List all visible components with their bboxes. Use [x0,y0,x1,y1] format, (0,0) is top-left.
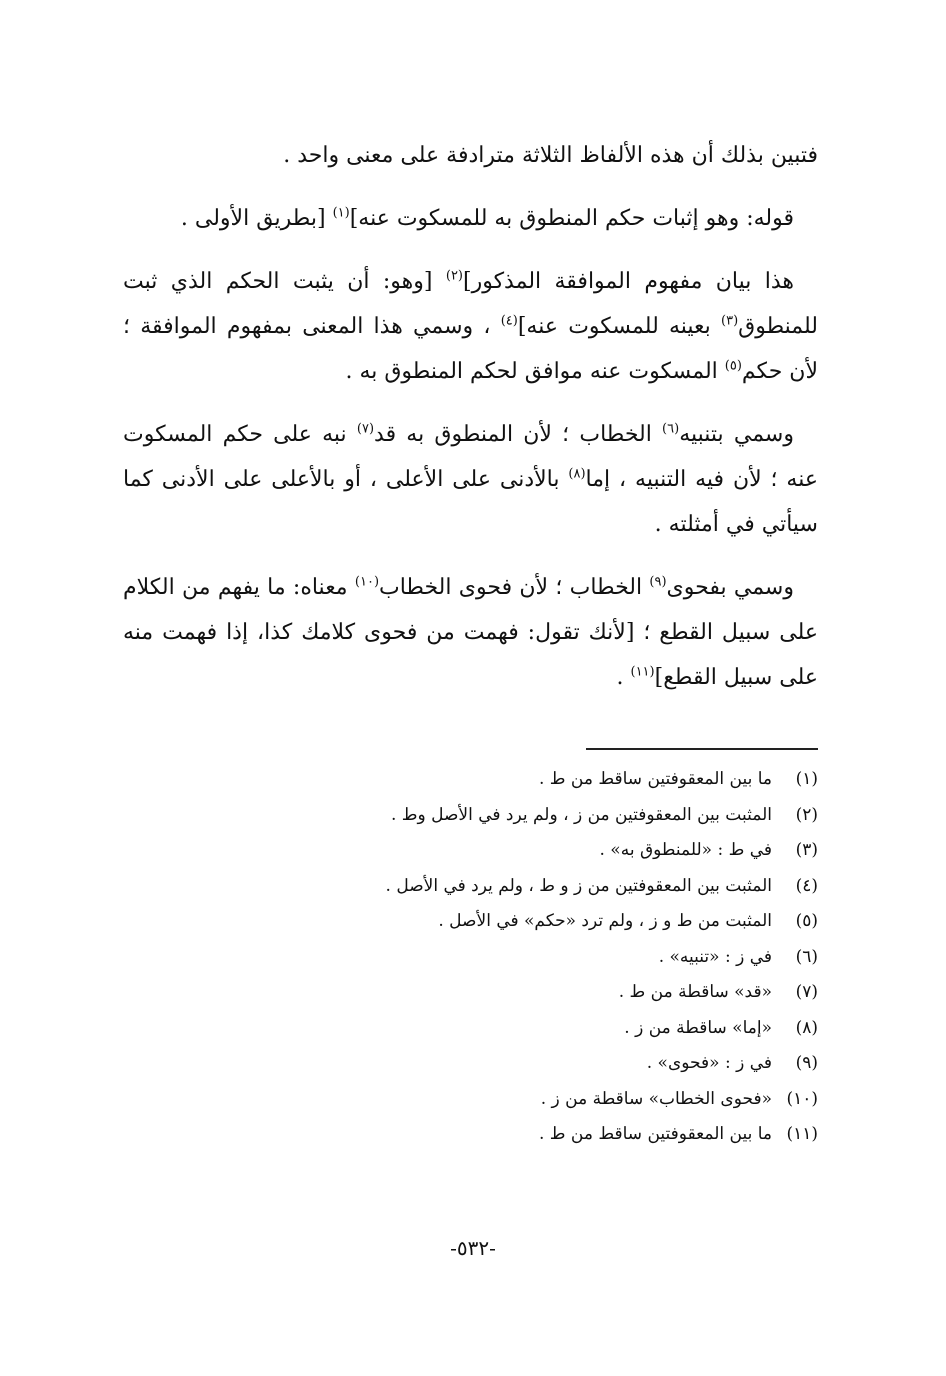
footnote-ref-9[interactable]: (٩) [649,574,667,590]
footnote-divider [586,748,818,750]
paragraph-4-part-d: بالأدنى على الأعلى ، أو بالأعلى على الأدنى كما سيأتي في أمثلته . [123,467,818,537]
footnote-number: (٥) [795,911,818,931]
footnote-7 [123,975,818,1011]
footnote-number: (٢) [795,804,818,825]
footnote-11 [123,1117,818,1153]
paragraph-2-part-a: قوله: وهو إثبات حكم المنطوق به للمسكوت عنه] [349,206,794,231]
footnote-text: «قد» ساقطة من ط . [618,982,772,1002]
paragraph-3-part-a: هذا بيان مفهوم الموافقة المذكور] [463,269,794,294]
footnote-ref-11[interactable]: (١١) [630,664,655,680]
footnotes [123,762,818,1153]
paragraph-5-part-a: وسمي بفحوى [666,575,794,600]
paragraph-4-part-c: نبه على حكم المسكوت عنه ؛ لأن فيه التنبيه ، إما [123,422,818,492]
footnote-text: ما بين المعقوفتين ساقط من ط . [538,1124,772,1144]
footnote-6 [123,940,818,976]
footnote-number: (٣) [795,840,818,860]
footnote-text: في ز : «فحوى» . [646,1053,772,1073]
footnote-3 [123,833,818,869]
footnote-10 [123,1082,818,1118]
footnote-number: (٧) [795,982,818,1002]
paragraph-4-part-a: وسمي بتنبيه [679,422,794,447]
main-text [123,133,818,718]
page-number: -٥٣٢- [450,1236,496,1260]
footnote-number: (٨) [795,1017,818,1038]
paragraph-3-part-e: المسكوت عنه موافق لحكم المنطوق به . [345,359,725,384]
footnote-number: (١) [795,769,818,789]
paragraph-3-part-c: بعينه للمسكوت عنه] [517,314,722,339]
footnote-ref-7[interactable]: (٧) [356,421,375,437]
paragraph-3-part-b: [وهو: أن يثبت الحكم الذي ثبت للمنطوق [123,269,818,339]
footnote-text: «فحوى الخطاب» ساقطة من ز . [540,1088,772,1109]
paragraph-1-text: فتبين بذلك أن هذه الألفاظ الثلاثة مترادفة على معنى واحد . [283,143,818,168]
footnote-number: (١١) [786,1124,818,1144]
footnote-ref-4[interactable]: (٤) [500,313,518,329]
paragraph-2-part-b: [بطريق الأولى . [180,206,333,231]
paragraph-5 [123,565,818,700]
footnote-number: (١٠) [786,1088,818,1109]
paragraph-4-part-b: الخطاب ؛ لأن المنطوق به قد [374,422,663,447]
footnote-ref-3[interactable]: (٣) [721,313,739,329]
paragraph-3 [123,259,818,394]
footnote-9 [123,1046,818,1082]
footnote-ref-2[interactable]: (٢) [445,268,463,284]
footnote-ref-1[interactable]: (١) [332,205,350,221]
paragraph-2 [123,196,818,241]
footnote-text: المثبت بين المعقوفتين من ز و ط ، ولم يرد في الأصل . [385,875,772,896]
paragraph-5-part-b: الخطاب ؛ لأن فحوى الخطاب [379,575,650,600]
paragraph-3-part-d: ، وسمي هذا المعنى بمفهوم الموافقة ؛ لأن حكم [123,314,818,384]
paragraph-5-part-c: معناه: ما يفهم من الكلام على سبيل القطع ؛ [لأنك تقول: فهمت من فحوى كلامك كذا، إذا فهمت منه على سبيل القطع] [123,575,818,690]
footnote-ref-5[interactable]: (٥) [724,358,742,374]
footnote-text: المثبت بين المعقوفتين من ز ، ولم يرد في الأصل وط . [390,804,772,825]
paragraph-5-part-d: . [616,665,631,690]
paragraph-4 [123,412,818,547]
footnote-2 [123,798,818,834]
footnote-text: ما بين المعقوفتين ساقط من ط . [538,769,772,789]
footnote-1 [123,762,818,798]
footnote-number: (٤) [795,875,818,896]
footnote-8 [123,1011,818,1047]
footnote-text: المثبت من ط و ز ، ولم ترد «حكم» في الأصل . [438,911,772,931]
footnote-ref-10[interactable]: (١٠) [354,574,380,590]
footnote-number: (٩) [795,1053,818,1073]
footnote-text: في ط : «للمنطوق به» . [599,840,772,860]
paragraph-1 [123,133,818,178]
footnote-5 [123,904,818,940]
footnote-ref-6[interactable]: (٦) [662,421,680,437]
footnote-4 [123,869,818,905]
footnote-number: (٦) [795,946,818,967]
footnote-text: «إما» ساقطة من ز . [624,1017,772,1038]
footnote-text: في ز : «تنبيه» . [658,946,772,967]
footnote-ref-8[interactable]: (٨) [568,466,586,482]
